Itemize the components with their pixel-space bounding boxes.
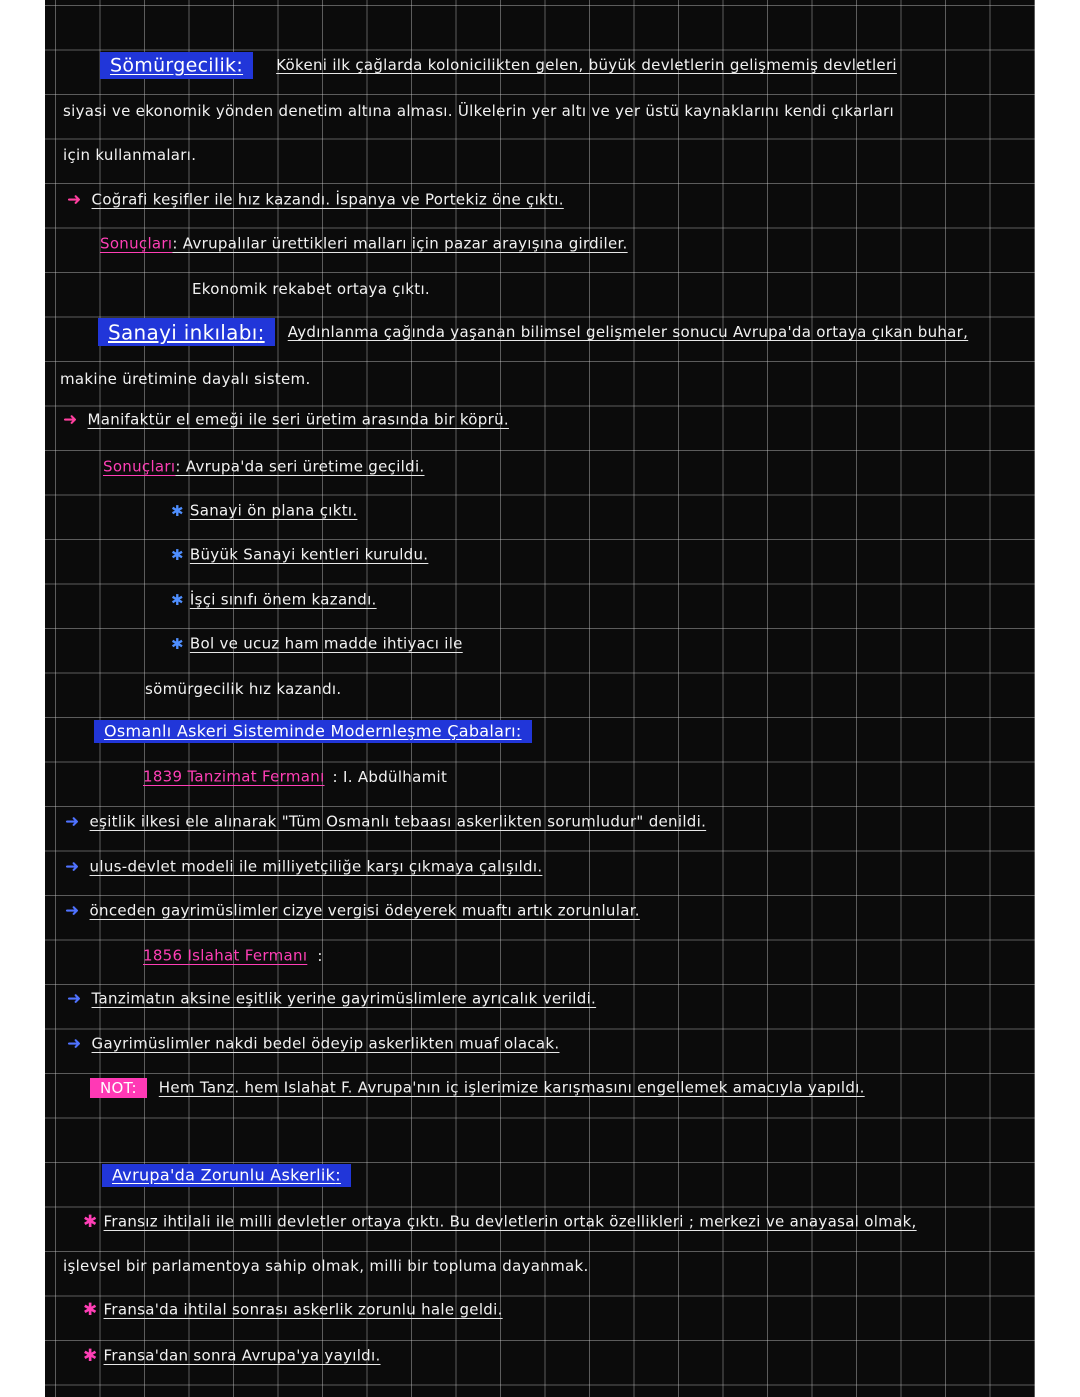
avrupa-title: Avrupa'da Zorunlu Askerlik: <box>102 1164 351 1187</box>
star-bullet-icon: ✱ <box>171 634 184 653</box>
arrow-right-icon: ➜ <box>63 409 78 430</box>
avrupa-item: ✱ Fransa'dan sonra Avrupa'ya yayıldı. <box>83 1345 381 1366</box>
sanayi-title: Sanayi inkılabı: <box>98 318 275 346</box>
avrupa-item: ✱ Fransa'da ihtilal sonrası askerlik zorunlu hale geldi. <box>83 1299 503 1320</box>
tanzimat-item: ➜ eşitlik ilkesi ele alınarak "Tüm Osmanlı tebaası askerlikten sorumludur" denildi. <box>65 811 707 832</box>
star-bullet-icon: ✱ <box>171 590 184 609</box>
arrow-right-icon: ➜ <box>67 988 82 1009</box>
star-bullet-icon: ✱ <box>83 1211 98 1232</box>
somurgecilik-definition-line2: siyasi ve ekonomik yönden denetim altına alması. Ülkelerin yer altı ve yer üstü kaynaklarını kendi çıkarları <box>63 102 894 120</box>
sanayi-closing: sömürgecilik hız kazandı. <box>145 680 342 698</box>
somurgecilik-arrow-item: ➜ Coğrafi keşifler ile hız kazandı. İspanya ve Portekiz öne çıktı. <box>67 189 564 210</box>
islahat-item: ➜ Tanzimatın aksine eşitlik yerine gayrimüslimlere ayrıcalık verildi. <box>67 988 597 1009</box>
avrupa-item-line2: işlevsel bir parlamentoya sahip olmak, milli bir topluma dayanmak. <box>63 1257 589 1275</box>
osmanli-heading-line <box>94 720 532 743</box>
tanzimat-label: 1839 Tanzimat Fermanı <box>143 767 325 786</box>
note-line <box>90 1077 865 1098</box>
arrow-right-icon: ➜ <box>65 856 80 877</box>
tanzimat-item: ➜ önceden gayrimüslimler cizye vergisi ödeyerek muaftı artık zorunlular. <box>65 900 640 921</box>
tanzimat-heading: 1839 Tanzimat Fermanı : I. Abdülhamit <box>143 767 448 786</box>
osmanli-title: Osmanlı Askeri Sisteminde Modernleşme Çabaları: <box>94 720 532 743</box>
sanayi-definition-line2: makine üretimine dayalı sistem. <box>60 370 311 388</box>
sanayi-sonuclar: Sonuçları: Avrupa'da seri üretime geçildi. <box>103 457 425 476</box>
star-bullet-icon: ✱ <box>83 1299 98 1320</box>
note-text: Hem Tanz. hem Islahat F. Avrupa'nın iç işlerimize karışmasını engellemek amacıyla yapıldı. <box>158 1078 865 1097</box>
islahat-heading: 1856 Islahat Fermanı : <box>143 946 323 965</box>
somurgecilik-sonuclar-line2: Ekonomik rekabet ortaya çıktı. <box>192 280 430 298</box>
note-label: NOT: <box>90 1078 147 1098</box>
sanayi-bullet: ✱ Sanayi ön plana çıktı. <box>171 501 358 520</box>
arrow-right-icon: ➜ <box>67 1033 82 1054</box>
islahat-label: 1856 Islahat Fermanı <box>143 946 308 965</box>
somurgecilik-definition-line3: için kullanmaları. <box>63 146 197 164</box>
arrow-right-icon: ➜ <box>67 189 82 210</box>
somurgecilik-heading-line <box>100 52 897 79</box>
sonuclar-label: Sonuçları <box>100 234 173 253</box>
tanzimat-item: ➜ ulus-devlet modeli ile milliyetçiliğe karşı çıkmaya çalışıldı. <box>65 856 543 877</box>
star-bullet-icon: ✱ <box>171 501 184 520</box>
sanayi-definition-line1: Aydınlanma çağında yaşanan bilimsel gelişmeler sonucu Avrupa'da ortaya çıkan buhar, <box>287 322 969 341</box>
arrow-right-icon: ➜ <box>65 900 80 921</box>
islahat-item: ➜ Gayrimüslimler nakdi bedel ödeyip askerlikten muaf olacak. <box>67 1033 560 1054</box>
somurgecilik-title: Sömürgecilik: <box>100 52 253 79</box>
sonuclar-label: Sonuçları <box>103 457 176 476</box>
star-bullet-icon: ✱ <box>83 1345 98 1366</box>
sanayi-arrow-item: ➜ Manifaktür el emeği ile seri üretim arasında bir köprü. <box>63 409 509 430</box>
sanayi-bullet: ✱ Bol ve ucuz ham madde ihtiyacı ile <box>171 634 463 653</box>
somurgecilik-definition-line1: Kökeni ilk çağlarda kolonicilikten gelen, büyük devletlerin gelişmemiş devletleri <box>276 56 897 75</box>
sanayi-heading-line <box>98 318 968 346</box>
somurgecilik-sonuclar: Sonuçları: Avrupalılar ürettikleri malları için pazar arayışına girdiler. <box>100 234 628 253</box>
avrupa-heading-line <box>102 1164 351 1187</box>
avrupa-item: ✱ Fransız ihtilali ile milli devletler ortaya çıktı. Bu devletlerin ortak özellikleri ; merkezi ve anayasal olmak, <box>83 1211 917 1232</box>
notebook-page <box>45 0 1035 1397</box>
star-bullet-icon: ✱ <box>171 545 184 564</box>
sanayi-bullet: ✱ Büyük Sanayi kentleri kuruldu. <box>171 545 429 564</box>
sanayi-bullet: ✱ İşçi sınıfı önem kazandı. <box>171 590 377 609</box>
arrow-right-icon: ➜ <box>65 811 80 832</box>
